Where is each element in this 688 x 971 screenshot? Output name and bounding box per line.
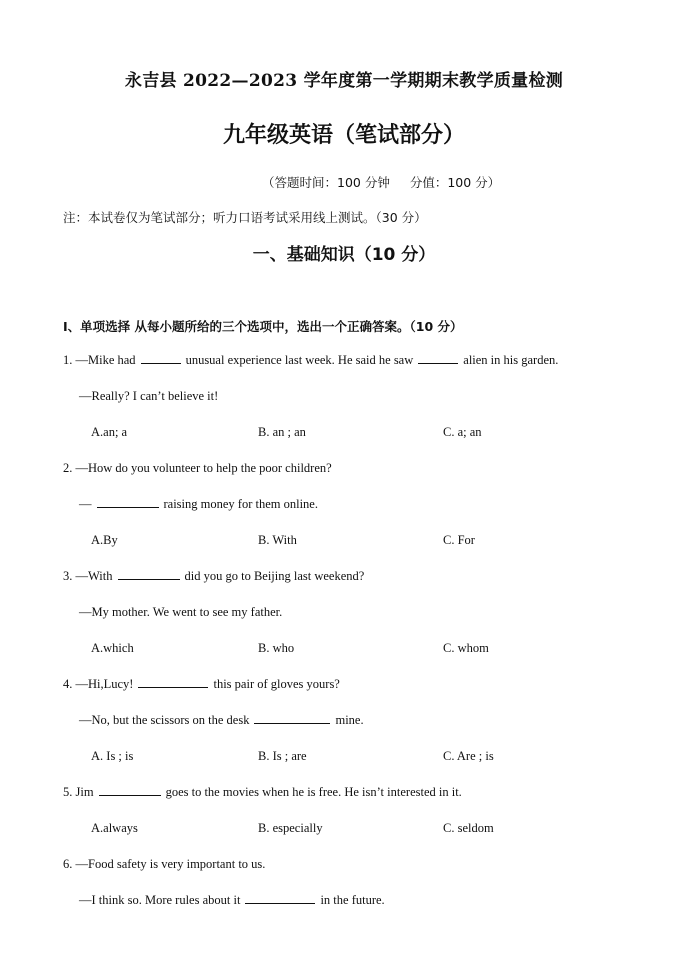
question-4 bbox=[63, 677, 340, 692]
question-5-text-b: goes to the movies when he is free. He isn’t interested in it. bbox=[165, 785, 462, 799]
question-5 bbox=[63, 785, 462, 800]
option-c[interactable]: C. Are ; is bbox=[443, 749, 494, 763]
option-b[interactable]: B. who bbox=[258, 641, 295, 655]
exam-subtitle: 九年级英语（笔试部分） bbox=[222, 122, 465, 148]
option-c[interactable]: C. whom bbox=[443, 641, 489, 655]
question-4-reply bbox=[79, 713, 364, 728]
option-c[interactable]: C. a; an bbox=[443, 425, 482, 439]
question-4-text-a: 4. —Hi,Lucy! bbox=[63, 677, 134, 691]
exam-score: 分值：100 分） bbox=[409, 175, 501, 190]
question-1 bbox=[63, 353, 558, 368]
option-b[interactable]: B. With bbox=[258, 533, 297, 547]
question-6-reply-b: in the future. bbox=[320, 893, 385, 907]
question-3-text-a: 3. —With bbox=[63, 569, 113, 583]
option-b[interactable]: B. especially bbox=[258, 821, 323, 835]
option-a[interactable]: A.which bbox=[91, 641, 134, 655]
question-1-reply: —Really? I can’t believe it! bbox=[79, 389, 219, 403]
option-a[interactable]: A.By bbox=[91, 533, 118, 547]
option-c[interactable]: C. For bbox=[443, 533, 475, 547]
answer-blank[interactable] bbox=[254, 722, 330, 724]
question-2-reply bbox=[79, 497, 318, 512]
question-5-text-a: 5. Jim bbox=[63, 785, 94, 799]
question-4-reply-b: mine. bbox=[335, 713, 364, 727]
question-3 bbox=[63, 569, 364, 584]
answer-blank[interactable] bbox=[138, 686, 208, 688]
answer-blank[interactable] bbox=[245, 902, 315, 904]
question-3-reply: —My mother. We went to see my father. bbox=[79, 605, 283, 619]
option-c[interactable]: C. seldom bbox=[443, 821, 494, 835]
question-2: 2. —How do you volunteer to help the poor children? bbox=[63, 461, 332, 475]
exam-note: 注：本试卷仅为笔试部分；听力口语考试采用线上测试。（30 分） bbox=[63, 210, 427, 225]
question-2-reply-b: raising money for them online. bbox=[163, 497, 318, 511]
option-a[interactable]: A. Is ; is bbox=[91, 749, 134, 763]
option-a[interactable]: A.always bbox=[91, 821, 138, 835]
question-2-reply-a: — bbox=[79, 497, 92, 511]
question-4-text-b: this pair of gloves yours? bbox=[213, 677, 340, 691]
question-1-text-a: 1. —Mike had bbox=[63, 353, 136, 367]
question-3-text-b: did you go to Beijing last weekend? bbox=[184, 569, 365, 583]
answer-blank[interactable] bbox=[141, 362, 181, 364]
question-6: 6. —Food safety is very important to us. bbox=[63, 857, 266, 871]
section-title: 一、基础知识（10 分） bbox=[252, 245, 436, 265]
exam-time: （答题时间：100 分钟 bbox=[262, 175, 390, 190]
answer-blank[interactable] bbox=[99, 794, 161, 796]
exam-title: 永吉县 2022—2023 学年度第一学期期末教学质量检测 bbox=[124, 71, 564, 91]
question-4-reply-a: —No, but the scissors on the desk bbox=[79, 713, 250, 727]
option-b[interactable]: B. Is ; are bbox=[258, 749, 307, 763]
part-title: Ⅰ、单项选择 从每小题所给的三个选项中，选出一个正确答案。（10 分） bbox=[63, 319, 463, 334]
answer-blank[interactable] bbox=[97, 506, 159, 508]
option-b[interactable]: B. an ; an bbox=[258, 425, 306, 439]
exam-info bbox=[262, 173, 500, 191]
question-6-reply-a: —I think so. More rules about it bbox=[79, 893, 241, 907]
answer-blank[interactable] bbox=[118, 578, 180, 580]
answer-blank[interactable] bbox=[418, 362, 458, 364]
question-6-reply bbox=[79, 893, 385, 908]
option-a[interactable]: A.an; a bbox=[91, 425, 128, 439]
question-1-text-b: unusual experience last week. He said he saw bbox=[185, 353, 414, 367]
question-1-text-c: alien in his garden. bbox=[463, 353, 559, 367]
